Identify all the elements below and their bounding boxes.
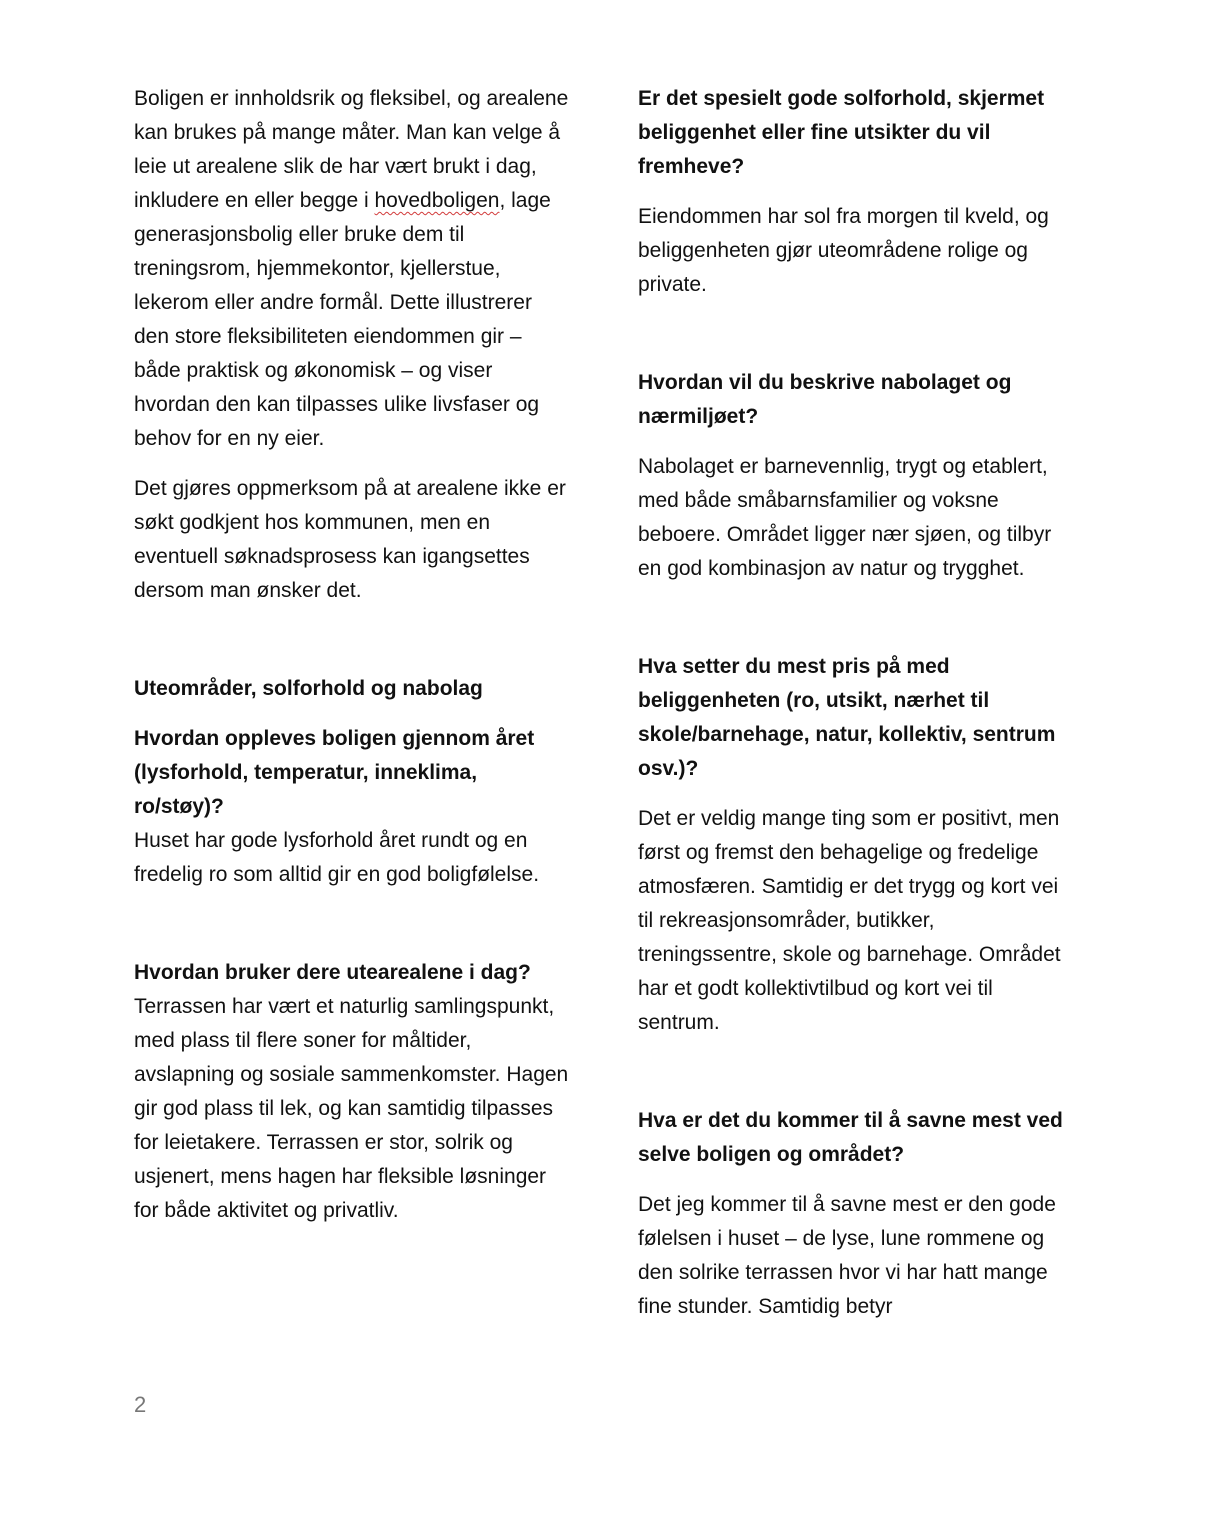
answer-miss-most: Det jeg kommer til å savne mest er den gode følelsen i huset – de lyse, lune rommene og den solrike terrassen hvor vi har hatt mange fine stunder. Samtidig betyr xyxy=(638,1193,1056,1318)
answer-neighborhood: Nabolaget er barnevennlig, trygt og etablert, med både småbarnsfamilier og voksne beboere. Området ligger nær sjøen, og tilbyr en god kombinasjon av natur og trygghet. xyxy=(638,455,1052,580)
question-miss-most: Hva er det du kommer til å savne mest ved selve boligen og området? xyxy=(638,1109,1063,1166)
answer-outdoor-use: Terrassen har vært et naturlig samlingspunkt, med plass til flere soner for måltider, avslapning og sosiale sammenkomster. Hagen gir god plass til lek, og kan samtidig tilpasses for leietakere. Terrassen er stor, solrik og usjenert, mens hagen har fleksible løsninger for både aktivitet og privatliv. xyxy=(134,995,569,1222)
intro-text-end: , lage generasjonsbolig eller bruke dem til treningsrom, hjemmekontor, kjellerstue, lekerom eller andre formål. Dette illustrerer den store fleksibiliteten eiendommen gir – både praktisk og økonomisk – og viser hvordan den kan tilpasses ulike livsfaser og behov for en ny eier. xyxy=(134,189,551,450)
left-column xyxy=(134,82,570,1228)
question-sun-conditions: Er det spesielt gode solforhold, skjermet beliggenhet eller fine utsikter du vil fremheve? xyxy=(638,87,1045,178)
answer-location-value: Det er veldig mange ting som er positivt, men først og fremst den behagelige og fredelige atmosfæren. Samtidig er det trygg og kort vei til rekreasjonsområder, butikker, treningssentre, skole og barnehage. Området har et godt kollektivtilbud og kort vei til sentrum. xyxy=(638,807,1061,1034)
question-year-round: Hvordan oppleves boligen gjennom året (lysforhold, temperatur, inneklima, ro/støy)? xyxy=(134,727,535,818)
section-heading: Uteområder, solforhold og nabolag xyxy=(134,677,483,700)
intro-paragraph-2: Det gjøres oppmerksom på at arealene ikke er søkt godkjent hos kommunen, men en eventuell søknadsprosess kan igangsettes dersom man ønsker det. xyxy=(134,477,566,602)
page-number: 2 xyxy=(134,1392,147,1417)
right-column xyxy=(638,82,1078,1324)
question-neighborhood: Hvordan vil du beskrive nabolaget og nærmiljøet? xyxy=(638,371,1012,428)
question-location-value: Hva setter du mest pris på med beliggenheten (ro, utsikt, nærhet til skole/barnehage, natur, kollektiv, sentrum osv.)? xyxy=(638,655,1056,780)
question-outdoor-use: Hvordan bruker dere utearealene i dag? xyxy=(134,961,531,984)
intro-paragraph-1 xyxy=(134,82,570,456)
answer-sun-conditions: Eiendommen har sol fra morgen til kveld, og beliggenheten gjør uteområdene rolige og private. xyxy=(638,205,1049,296)
intro-text-start: Boligen er innholdsrik og fleksibel, og arealene kan brukes på mange måter. Man kan velge å leie ut arealene slik de har vært brukt i dag, inkludere en eller begge i xyxy=(134,87,569,212)
answer-year-round: Huset har gode lysforhold året rundt og en fredelig ro som alltid gir en god boligfølelse. xyxy=(134,829,540,886)
spelling-flagged-word[interactable]: hovedboligen xyxy=(374,189,500,212)
